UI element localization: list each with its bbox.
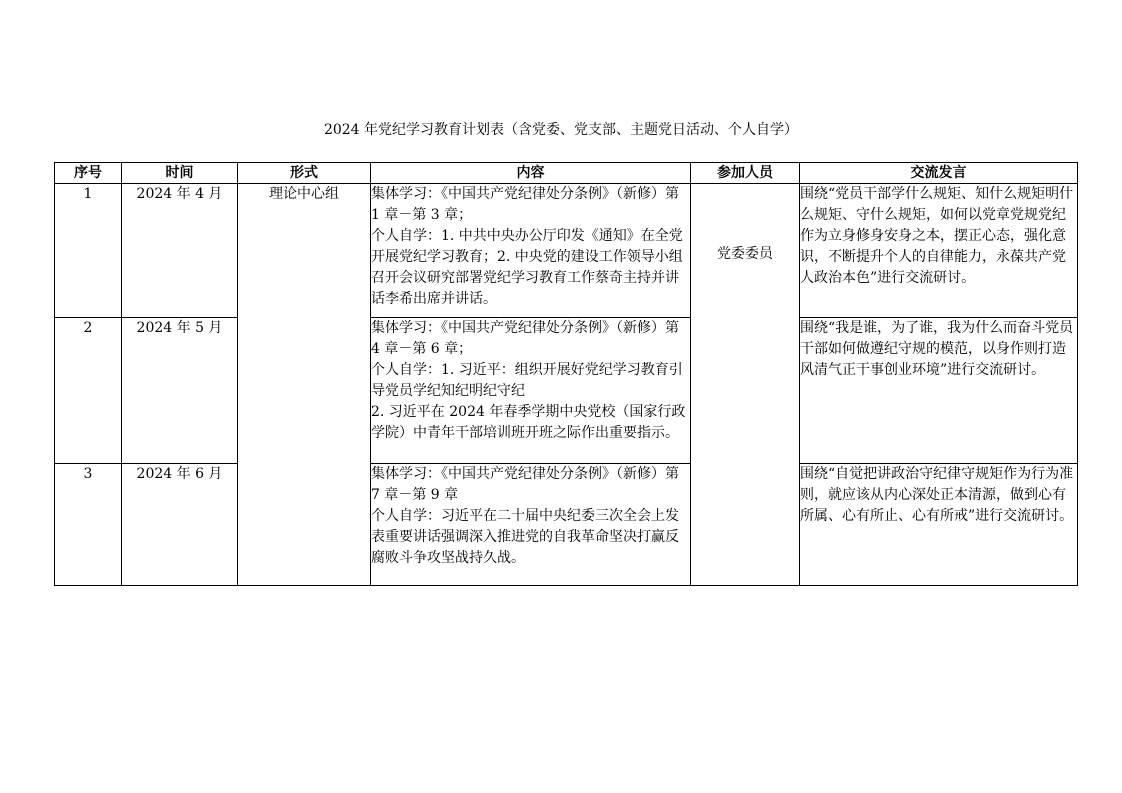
speech-cell: 围绕“自觉把讲政治守纪律守规矩作为行为准则，就应该从内心深处正本清源，做到心有所属、心有所止、心有所戒”进行交流研讨。 <box>800 464 1078 586</box>
study-plan-table <box>54 162 1078 586</box>
table-row <box>55 464 1078 586</box>
serial-number-cell: 3 <box>55 464 122 586</box>
content-cell: 集体学习：《中国共产党纪律处分条例》（新修）第 4 章－第 6 章； 个人自学：1. 习近平：组织开展好党纪学习教育引导党员学纪知纪明纪守纪 2. 习近平在 2024 年春季学期中央党校（国家行政学院）中青年干部培训班开班之际作出重要指示。 <box>371 318 691 464</box>
header-form: 形式 <box>238 163 371 184</box>
serial-number-cell: 1 <box>55 184 122 318</box>
table-row <box>55 184 1078 318</box>
time-cell: 2024 年 6 月 <box>122 464 238 586</box>
time-cell: 2024 年 4 月 <box>122 184 238 318</box>
header-participants: 参加人员 <box>691 163 800 184</box>
table-header-row <box>55 163 1078 184</box>
header-time: 时间 <box>122 163 238 184</box>
speech-cell: 围绕“我是谁，为了谁，我为什么而奋斗党员干部如何做遵纪守规的模范，以身作则打造风清气正干事创业环境”进行交流研讨。 <box>800 318 1078 464</box>
speech-cell: 围绕“党员干部学什么规矩、知什么规矩明什么规矩、守什么规矩，如何以党章党规党纪作为立身修身安身之本，摆正心态，强化意识，不断提升个人的自律能力，永葆共产党人政治本色”进行交流研讨。 <box>800 184 1078 318</box>
content-cell: 集体学习：《中国共产党纪律处分条例》（新修）第 1 章－第 3 章； 个人自学：1. 中共中央办公厅印发《通知》在全党开展党纪学习教育；2. 中央党的建设工作领导小组召开会议研究部署党纪学习教育工作蔡奇主持并讲话李希出席并讲话。 <box>371 184 691 318</box>
table-row <box>55 318 1078 464</box>
time-cell: 2024 年 5 月 <box>122 318 238 464</box>
header-exchange-speech: 交流发言 <box>800 163 1078 184</box>
header-serial-number: 序号 <box>55 163 122 184</box>
participants-label: 党委委员 <box>717 246 773 262</box>
participants-cell <box>691 184 800 586</box>
serial-number-cell: 2 <box>55 318 122 464</box>
document-title: 2024 年党纪学习教育计划表（含党委、党支部、主题党日活动、个人自学） <box>323 122 799 138</box>
header-content: 内容 <box>371 163 691 184</box>
form-cell: 理论中心组 <box>238 184 371 586</box>
content-cell: 集体学习：《中国共产党纪律处分条例》（新修）第 7 章－第 9 章 个人自学：习近平在二十届中央纪委三次全会上发表重要讲话强调深入推进党的自我革命坚决打赢反腐败斗争攻坚战持久战。 <box>371 464 691 586</box>
